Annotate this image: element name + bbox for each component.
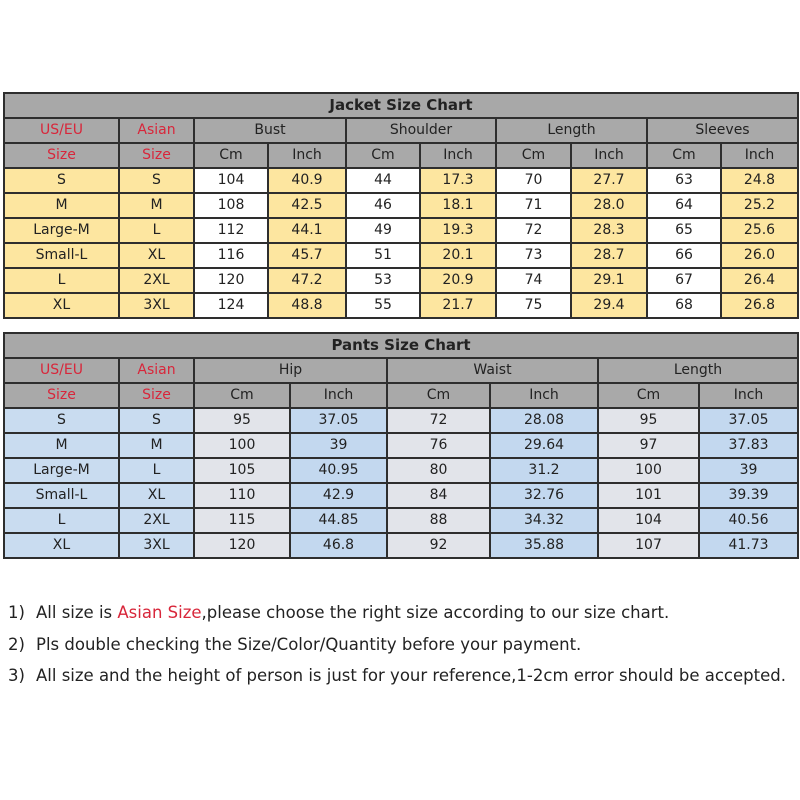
cm-value-cell: 53: [346, 268, 420, 293]
table-row: [4, 533, 798, 558]
asian-size-header-line2: Size: [119, 143, 194, 168]
asian-size-cell: 2XL: [119, 268, 194, 293]
cm-value-cell: 70: [496, 168, 571, 193]
cm-value-cell: 107: [598, 533, 699, 558]
cm-value-cell: 104: [598, 508, 699, 533]
us-eu-size-cell: Large-M: [4, 458, 119, 483]
table-row: [4, 193, 798, 218]
title-row: [4, 333, 798, 358]
cm-value-cell: 100: [598, 458, 699, 483]
header-row: [4, 358, 798, 383]
asian-size-cell: XL: [119, 483, 194, 508]
inch-value-cell: 39: [290, 433, 387, 458]
asian-size-cell: S: [119, 168, 194, 193]
table-row: [4, 268, 798, 293]
cm-value-cell: 120: [194, 268, 268, 293]
table-title: Jacket Size Chart: [4, 93, 798, 118]
inch-value-cell: 28.3: [571, 218, 647, 243]
inch-header: Inch: [571, 143, 647, 168]
group-header: Length: [598, 358, 798, 383]
inch-value-cell: 28.08: [490, 408, 598, 433]
note-item: [8, 629, 786, 661]
asian-size-cell: S: [119, 408, 194, 433]
table-row: [4, 458, 798, 483]
group-header: Hip: [194, 358, 387, 383]
asian-size-cell: 3XL: [119, 293, 194, 318]
notes-list: [8, 597, 786, 692]
note-highlight: Asian Size: [117, 603, 202, 622]
cm-value-cell: 95: [194, 408, 290, 433]
inch-value-cell: 44.1: [268, 218, 346, 243]
us-eu-size-cell: L: [4, 268, 119, 293]
us-eu-size-header-line2: Size: [4, 143, 119, 168]
us-eu-size-cell: L: [4, 508, 119, 533]
note-item: [8, 660, 786, 692]
inch-value-cell: 24.8: [721, 168, 798, 193]
title-row: [4, 93, 798, 118]
inch-value-cell: 26.0: [721, 243, 798, 268]
inch-value-cell: 47.2: [268, 268, 346, 293]
cm-value-cell: 76: [387, 433, 490, 458]
inch-value-cell: 26.8: [721, 293, 798, 318]
inch-value-cell: 32.76: [490, 483, 598, 508]
cm-header: Cm: [194, 143, 268, 168]
cm-value-cell: 71: [496, 193, 571, 218]
inch-value-cell: 46.8: [290, 533, 387, 558]
inch-value-cell: 28.7: [571, 243, 647, 268]
inch-value-cell: 40.56: [699, 508, 798, 533]
us-eu-size-cell: Large-M: [4, 218, 119, 243]
pants-size-table: [3, 332, 799, 559]
cm-value-cell: 49: [346, 218, 420, 243]
us-eu-size-cell: M: [4, 433, 119, 458]
cm-value-cell: 74: [496, 268, 571, 293]
cm-value-cell: 112: [194, 218, 268, 243]
inch-value-cell: 20.9: [420, 268, 496, 293]
asian-size-cell: M: [119, 433, 194, 458]
cm-value-cell: 88: [387, 508, 490, 533]
asian-size-cell: L: [119, 458, 194, 483]
inch-value-cell: 44.85: [290, 508, 387, 533]
table-row: [4, 483, 798, 508]
note-number: 2): [8, 634, 25, 654]
cm-value-cell: 55: [346, 293, 420, 318]
inch-value-cell: 25.2: [721, 193, 798, 218]
us-eu-size-header: US/EU: [4, 358, 119, 383]
cm-value-cell: 63: [647, 168, 721, 193]
table-row: [4, 293, 798, 318]
jacket-size-table: [3, 92, 799, 319]
asian-size-cell: XL: [119, 243, 194, 268]
us-eu-size-cell: S: [4, 168, 119, 193]
cm-value-cell: 116: [194, 243, 268, 268]
header-row: [4, 118, 798, 143]
inch-value-cell: 29.1: [571, 268, 647, 293]
cm-value-cell: 110: [194, 483, 290, 508]
inch-value-cell: 37.05: [699, 408, 798, 433]
cm-value-cell: 80: [387, 458, 490, 483]
inch-header: Inch: [490, 383, 598, 408]
inch-value-cell: 21.7: [420, 293, 496, 318]
inch-value-cell: 19.3: [420, 218, 496, 243]
group-header: Length: [496, 118, 647, 143]
cm-value-cell: 84: [387, 483, 490, 508]
inch-value-cell: 31.2: [490, 458, 598, 483]
cm-value-cell: 65: [647, 218, 721, 243]
inch-value-cell: 37.05: [290, 408, 387, 433]
asian-size-cell: 2XL: [119, 508, 194, 533]
cm-value-cell: 72: [387, 408, 490, 433]
inch-value-cell: 20.1: [420, 243, 496, 268]
us-eu-size-cell: M: [4, 193, 119, 218]
us-eu-size-cell: S: [4, 408, 119, 433]
cm-value-cell: 44: [346, 168, 420, 193]
asian-size-header: Asian: [119, 358, 194, 383]
cm-value-cell: 124: [194, 293, 268, 318]
inch-value-cell: 18.1: [420, 193, 496, 218]
inch-value-cell: 41.73: [699, 533, 798, 558]
cm-value-cell: 64: [647, 193, 721, 218]
us-eu-size-cell: Small-L: [4, 483, 119, 508]
inch-value-cell: 35.88: [490, 533, 598, 558]
inch-value-cell: 26.4: [721, 268, 798, 293]
inch-header: Inch: [420, 143, 496, 168]
inch-value-cell: 48.8: [268, 293, 346, 318]
cm-value-cell: 101: [598, 483, 699, 508]
asian-size-cell: M: [119, 193, 194, 218]
us-eu-size-header-line2: Size: [4, 383, 119, 408]
cm-header: Cm: [647, 143, 721, 168]
cm-value-cell: 108: [194, 193, 268, 218]
cm-value-cell: 68: [647, 293, 721, 318]
asian-size-cell: 3XL: [119, 533, 194, 558]
cm-value-cell: 46: [346, 193, 420, 218]
cm-header: Cm: [496, 143, 571, 168]
cm-value-cell: 95: [598, 408, 699, 433]
cm-value-cell: 120: [194, 533, 290, 558]
cm-header: Cm: [346, 143, 420, 168]
us-eu-size-cell: XL: [4, 533, 119, 558]
inch-value-cell: 34.32: [490, 508, 598, 533]
cm-value-cell: 97: [598, 433, 699, 458]
inch-header: Inch: [268, 143, 346, 168]
inch-value-cell: 40.9: [268, 168, 346, 193]
group-header: Shoulder: [346, 118, 496, 143]
cm-header: Cm: [387, 383, 490, 408]
cm-value-cell: 51: [346, 243, 420, 268]
group-header: Sleeves: [647, 118, 798, 143]
cm-value-cell: 104: [194, 168, 268, 193]
inch-value-cell: 40.95: [290, 458, 387, 483]
table-row: [4, 218, 798, 243]
cm-value-cell: 75: [496, 293, 571, 318]
us-eu-size-cell: Small-L: [4, 243, 119, 268]
cm-header: Cm: [598, 383, 699, 408]
note-text: All size and the height of person is just for your reference,1-2cm error should be accepted.: [36, 666, 786, 685]
cm-value-cell: 92: [387, 533, 490, 558]
inch-value-cell: 28.0: [571, 193, 647, 218]
table-row: [4, 433, 798, 458]
cm-value-cell: 67: [647, 268, 721, 293]
cm-header: Cm: [194, 383, 290, 408]
inch-value-cell: 25.6: [721, 218, 798, 243]
table-title: Pants Size Chart: [4, 333, 798, 358]
us-eu-size-cell: XL: [4, 293, 119, 318]
cm-value-cell: 66: [647, 243, 721, 268]
note-number: 3): [8, 666, 25, 685]
note-text: Pls double checking the Size/Color/Quantity before your payment.: [36, 634, 582, 654]
inch-value-cell: 29.64: [490, 433, 598, 458]
table-row: [4, 508, 798, 533]
inch-value-cell: 17.3: [420, 168, 496, 193]
inch-header: Inch: [721, 143, 798, 168]
cm-value-cell: 105: [194, 458, 290, 483]
table-row: [4, 408, 798, 433]
note-number: 1): [8, 603, 25, 622]
cm-value-cell: 100: [194, 433, 290, 458]
asian-size-cell: L: [119, 218, 194, 243]
table-row: [4, 168, 798, 193]
inch-value-cell: 42.5: [268, 193, 346, 218]
inch-value-cell: 39: [699, 458, 798, 483]
note-item: [8, 597, 786, 629]
asian-size-header: Asian: [119, 118, 194, 143]
inch-header: Inch: [699, 383, 798, 408]
inch-value-cell: 45.7: [268, 243, 346, 268]
cm-value-cell: 73: [496, 243, 571, 268]
table-row: [4, 243, 798, 268]
group-header: Waist: [387, 358, 598, 383]
inch-value-cell: 39.39: [699, 483, 798, 508]
inch-value-cell: 29.4: [571, 293, 647, 318]
unit-header-row: [4, 143, 798, 168]
asian-size-header-line2: Size: [119, 383, 194, 408]
note-text-end: ,please choose the right size according to our size chart.: [201, 603, 670, 622]
cm-value-cell: 72: [496, 218, 571, 243]
us-eu-size-header: US/EU: [4, 118, 119, 143]
cm-value-cell: 115: [194, 508, 290, 533]
inch-value-cell: 37.83: [699, 433, 798, 458]
inch-header: Inch: [290, 383, 387, 408]
inch-value-cell: 27.7: [571, 168, 647, 193]
inch-value-cell: 42.9: [290, 483, 387, 508]
unit-header-row: [4, 383, 798, 408]
group-header: Bust: [194, 118, 346, 143]
note-text: All size is: [36, 603, 118, 622]
